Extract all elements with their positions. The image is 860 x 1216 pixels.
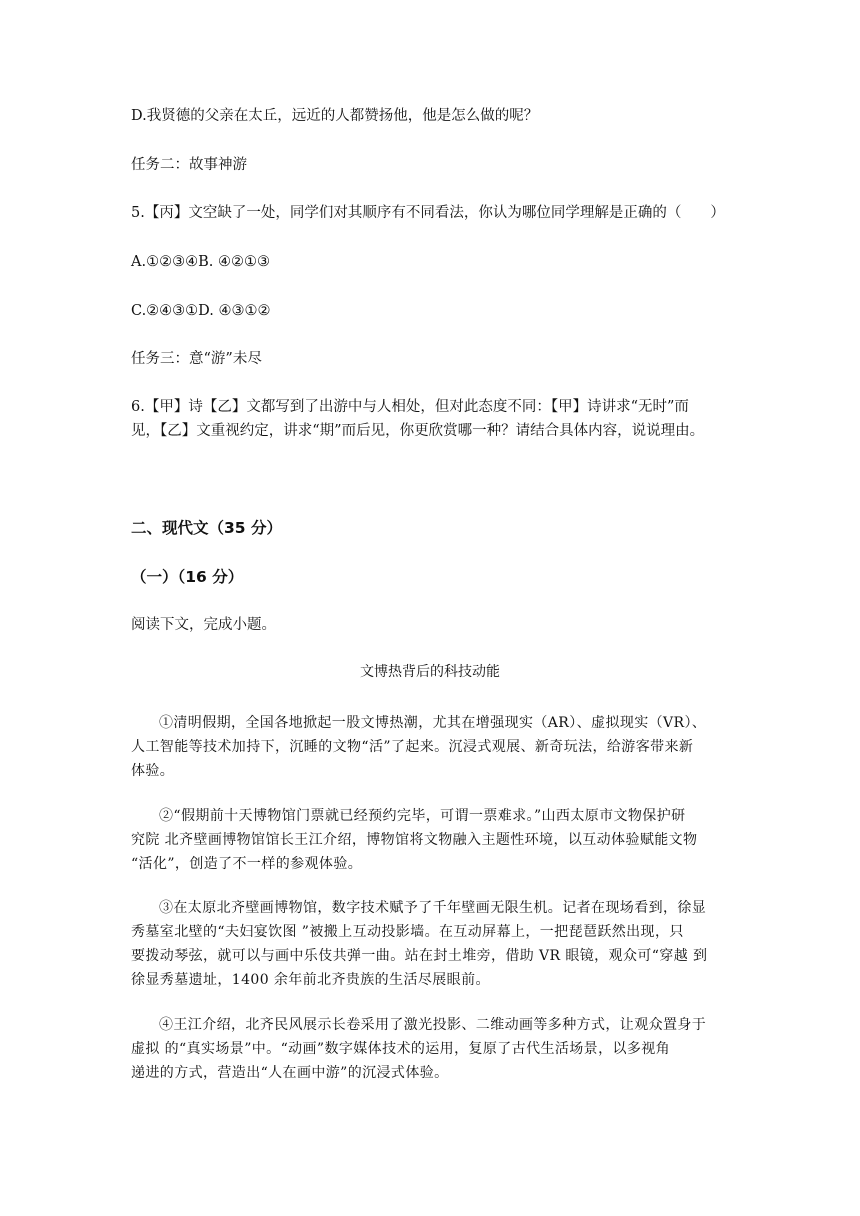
paragraph-line: 递进的方式，营造出“人在画中游”的沉浸式体验。 — [131, 1065, 449, 1081]
question-5: 5.【丙】文空缺了一处，同学们对其顺序有不同看法，你认为哪位同学理解是正确的（ ） — [131, 205, 725, 221]
task2-heading: 任务二：故事神游 — [131, 157, 247, 173]
article-paragraph-2 — [131, 804, 731, 876]
paragraph-line: 秀墓室北壁的“夫妇宴饮图 ”被搬上互动投影墙。在互动屏幕上，一把琵琶跃然出现，只 — [131, 924, 684, 940]
paragraph-line: 要拨动琴弦，就可以与画中乐伎共弹一曲。站在封土堆旁，借助 VR 眼镜，观众可“穿越 到 — [131, 948, 708, 964]
article-paragraph-3 — [131, 896, 731, 992]
question-6-line-1: 6.【甲】诗【乙】文都写到了出游中与人相处，但对此态度不同：【甲】诗讲求“无时”而 — [131, 399, 689, 415]
paragraph-line: 虚拟 的“真实场景”中。“动画”数字媒体技术的运用，复原了古代生活场景，以多视角 — [131, 1041, 671, 1057]
paragraph-line: 人工智能等技术加持下，沉睡的文物“活”了起来。沉浸式观展、新奇玩法，给游客带来新 — [131, 739, 694, 755]
subsection-heading-1: （一）（16 分） — [131, 568, 244, 586]
paragraph-line: 体验。 — [131, 763, 175, 779]
article-paragraph-1 — [131, 711, 731, 783]
reading-instruction: 阅读下文，完成小题。 — [131, 617, 276, 633]
q5-options-cd: C.②④③①D. ④③①② — [131, 303, 271, 319]
paragraph-line: “活化”，创造了不一样的参观体验。 — [131, 856, 363, 872]
paragraph-line: 究院 北齐壁画博物馆馆长王江介绍，博物馆将文物融入主题性环境，以互动体验赋能文物 — [131, 832, 698, 848]
paragraph-line: ④王江介绍，北齐民风展示长卷采用了激光投影、二维动画等多种方式，让观众置身于 — [159, 1017, 707, 1033]
article-title: 文博热背后的科技动能 — [360, 664, 500, 680]
q5-options-ab: A.①②③④B. ④②①③ — [131, 254, 270, 270]
paragraph-line: 徐显秀墓遗址，1400 余年前北齐贵族的生活尽展眼前。 — [131, 972, 490, 988]
paragraph-line: ③在太原北齐壁画博物馆，数字技术赋予了千年壁画无限生机。记者在现场看到，徐显 — [159, 900, 707, 916]
question-6-line-2: 见，【乙】文重视约定，讲求“期”而后见，你更欣赏哪一种？请结合具体内容，说说理由。 — [131, 423, 705, 439]
paragraph-line: ①清明假期，全国各地掀起一股文博热潮，尤其在增强现实（AR）、虚拟现实（VR）、 — [159, 715, 707, 731]
task3-heading: 任务三：意“游”未尽 — [131, 351, 262, 367]
q4-option-d: D.我贤德的父亲在太丘，远近的人都赞扬他，他是怎么做的呢？ — [131, 108, 539, 124]
article-paragraph-4 — [131, 1013, 731, 1085]
section-heading-modern-text: 二、现代文（35 分） — [131, 519, 282, 537]
paragraph-line: ②“假期前十天博物馆门票就已经预约完毕，可谓一票难求。”山西太原市文物保护研 — [159, 808, 686, 824]
